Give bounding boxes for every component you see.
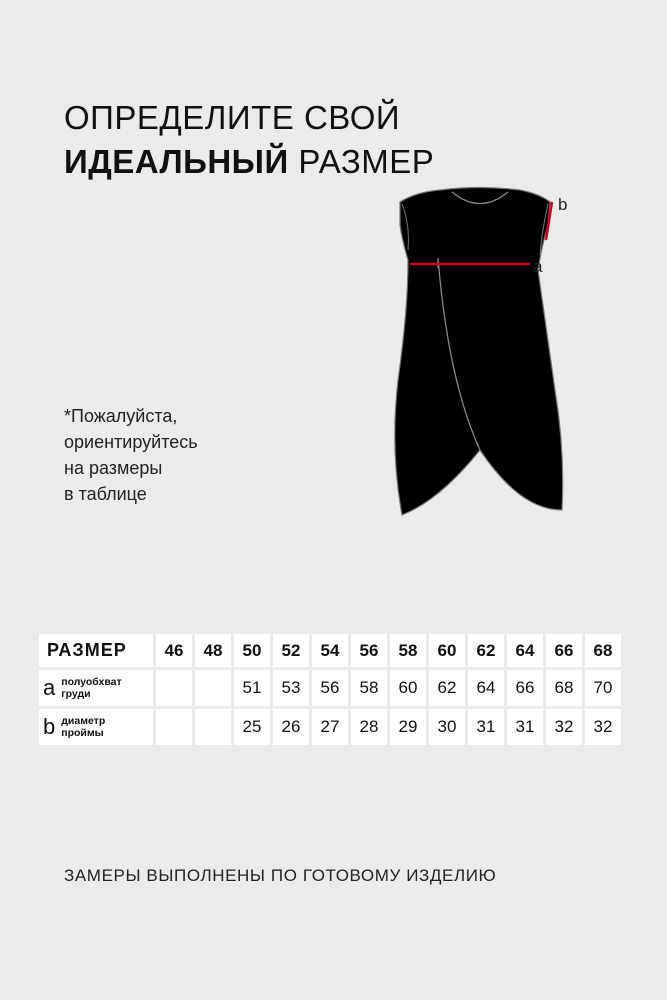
sizing-note — [64, 403, 198, 507]
value-cell: 66 — [507, 670, 543, 706]
value-cell: 32 — [585, 709, 621, 745]
row-label-armhole — [39, 709, 153, 745]
value-cell: 26 — [273, 709, 309, 745]
row-desc: полуобхват — [61, 676, 122, 688]
table-row-armhole — [39, 709, 621, 745]
garment-silhouette — [395, 188, 563, 516]
page-title — [64, 96, 434, 184]
size-header-label: РАЗМЕР — [39, 634, 153, 667]
row-desc: диаметр — [61, 715, 106, 727]
value-cell: 31 — [468, 709, 504, 745]
size-cell: 66 — [546, 634, 582, 667]
value-cell: 51 — [234, 670, 270, 706]
size-cell: 46 — [156, 634, 192, 667]
size-cell: 56 — [351, 634, 387, 667]
value-cell — [156, 709, 192, 745]
size-cell: 64 — [507, 634, 543, 667]
table-row-chest — [39, 670, 621, 706]
title-line-1: ОПРЕДЕЛИТЕ СВОЙ — [64, 99, 401, 136]
size-header-row — [39, 634, 621, 667]
title-line-2 — [64, 140, 434, 184]
size-cell: 68 — [585, 634, 621, 667]
size-cell: 62 — [468, 634, 504, 667]
size-cell: 52 — [273, 634, 309, 667]
title-rest: РАЗМЕР — [288, 143, 435, 180]
title-bold: ИДЕАЛЬНЫЙ — [64, 143, 289, 180]
size-table — [36, 631, 624, 748]
value-cell: 31 — [507, 709, 543, 745]
value-cell: 27 — [312, 709, 348, 745]
value-cell: 29 — [390, 709, 426, 745]
value-cell: 64 — [468, 670, 504, 706]
measure-a-label: a — [533, 257, 543, 276]
value-cell — [195, 709, 231, 745]
garment-diagram — [380, 180, 580, 525]
value-cell: 32 — [546, 709, 582, 745]
value-cell — [156, 670, 192, 706]
measure-b-label: b — [558, 195, 568, 214]
size-cell: 60 — [429, 634, 465, 667]
row-desc: проймы — [61, 727, 104, 739]
row-desc: груди — [61, 688, 91, 700]
row-letter: a — [43, 675, 56, 700]
size-cell: 58 — [390, 634, 426, 667]
size-cell: 48 — [195, 634, 231, 667]
value-cell: 30 — [429, 709, 465, 745]
note-line: *Пожалуйста, — [64, 406, 178, 426]
value-cell: 58 — [351, 670, 387, 706]
size-cell: 54 — [312, 634, 348, 667]
footer-note: ЗАМЕРЫ ВЫПОЛНЕНЫ ПО ГОТОВОМУ ИЗДЕЛИЮ — [64, 866, 497, 885]
value-cell — [195, 670, 231, 706]
value-cell: 28 — [351, 709, 387, 745]
value-cell: 70 — [585, 670, 621, 706]
size-cell: 50 — [234, 634, 270, 667]
value-cell: 60 — [390, 670, 426, 706]
value-cell: 68 — [546, 670, 582, 706]
value-cell: 25 — [234, 709, 270, 745]
value-cell: 62 — [429, 670, 465, 706]
note-line: в таблице — [64, 484, 147, 504]
value-cell: 53 — [273, 670, 309, 706]
note-line: ориентируйтесь — [64, 432, 198, 452]
row-label-chest — [39, 670, 153, 706]
note-line: на размеры — [64, 458, 163, 478]
value-cell: 56 — [312, 670, 348, 706]
row-letter: b — [43, 714, 56, 739]
